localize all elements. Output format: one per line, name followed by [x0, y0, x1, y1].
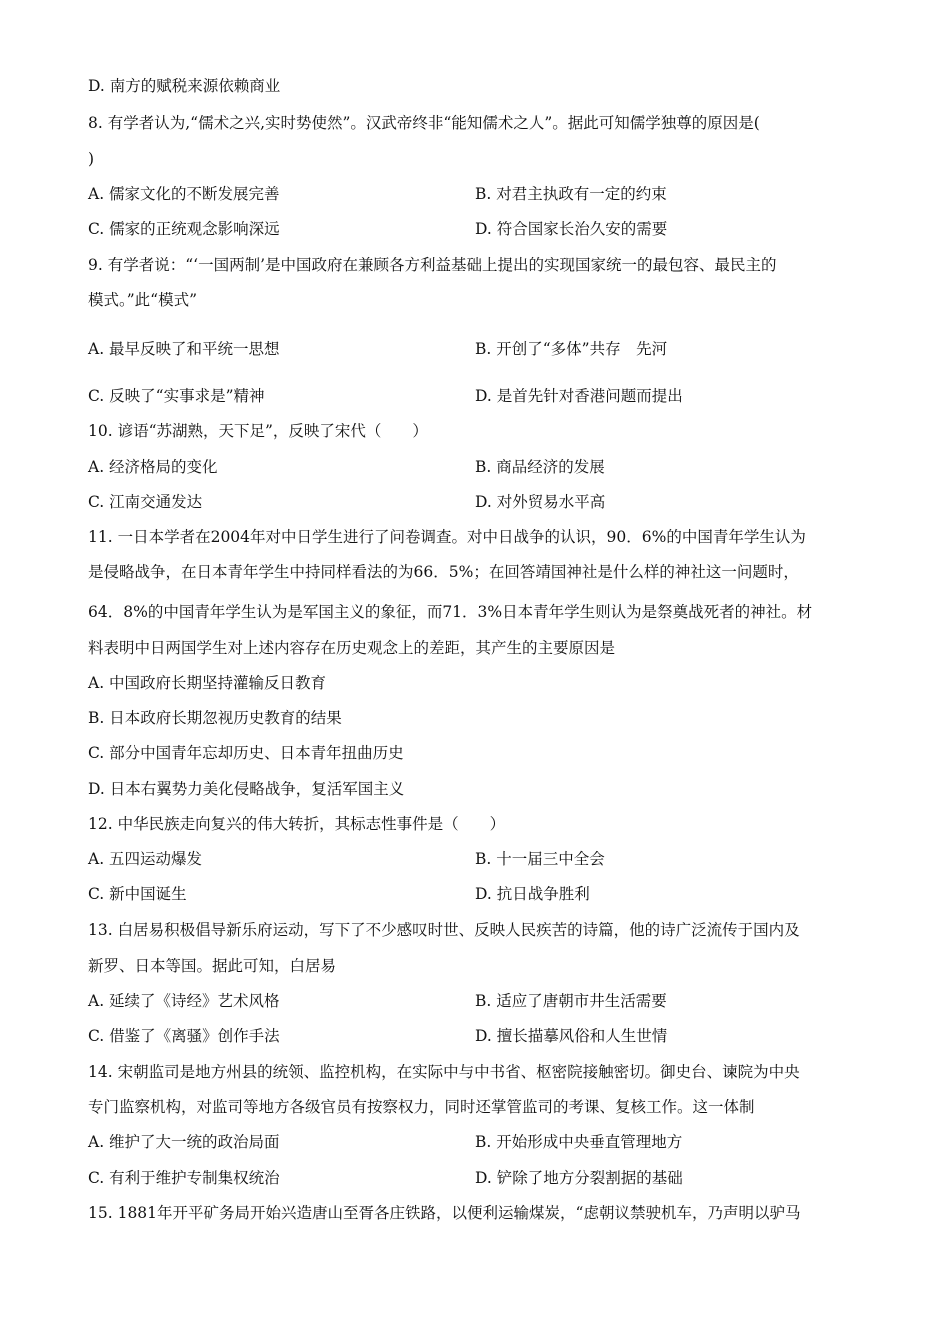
- q14-option-c: C. 有利于维护专制集权统治: [88, 1169, 280, 1187]
- q13-stem-cont: 新罗、日本等国。据此可知，白居易: [88, 957, 337, 975]
- q8-option-a: A. 儒家文化的不断发展完善: [88, 185, 280, 203]
- q15-stem: 15. 1881年开平矿务局开始兴造唐山至胥各庄铁路，以便利运输煤炭，“虑朝议禁驶机车，乃声明以驴马: [88, 1204, 801, 1222]
- q13-option-b: B. 适应了唐朝市井生活需要: [475, 992, 667, 1010]
- q14-option-a: A. 维护了大一统的政治局面: [88, 1133, 280, 1151]
- q13-stem: 13. 白居易积极倡导新乐府运动，写下了不少感叹时世、反映人民疾苦的诗篇，他的诗广泛流传于国内及: [88, 921, 800, 939]
- q14-stem-cont: 专门监察机构，对监司等地方各级官员有按察权力，同时还掌管监司的考课、复核工作。这一体制: [88, 1098, 755, 1116]
- q9-option-d: D. 是首先针对香港问题而提出: [475, 387, 683, 405]
- q8-option-b: B. 对君主执政有一定的约束: [475, 185, 667, 203]
- q14-stem: 14. 宋朝监司是地方州县的统领、监控机构，在实际中与中书省、枢密院接触密切。御史台、谏院为中央: [88, 1063, 800, 1081]
- q11-option-a: A. 中国政府长期坚持灌输反日教育: [88, 674, 327, 692]
- q8-option-d: D. 符合国家长治久安的需要: [475, 220, 668, 238]
- q9-stem-cont: 模式。”此“模式”: [88, 291, 198, 309]
- q11-stem-cont: 64．8%的中国青年学生认为是军国主义的象征，而71．3%日本青年学生则认为是祭奠战死者的神社。材: [88, 603, 813, 621]
- q12-stem: 12. 中华民族走向复兴的伟大转折，其标志性事件是（ ）: [88, 815, 506, 833]
- q12-option-d: D. 抗日战争胜利: [475, 885, 590, 903]
- q10-option-b: B. 商品经济的发展: [475, 458, 605, 476]
- q13-option-d: D. 擅长描摹风俗和人生世情: [475, 1027, 668, 1045]
- q8-stem: 8. 有学者认为,“儒术之兴,实时势使然”。汉武帝终非“能知儒术之人”。据此可知儒学独尊的原因是(: [88, 114, 760, 132]
- q14-option-b: B. 开始形成中央垂直管理地方: [475, 1133, 683, 1151]
- q11-option-d: D. 日本右翼势力美化侵略战争，复活军国主义: [88, 780, 405, 798]
- q14-option-d: D. 铲除了地方分裂割据的基础: [475, 1169, 683, 1187]
- q11-stem-cont: 是侵略战争，在日本青年学生中持同样看法的为66．5%；在回答靖国神社是什么样的神社这一问题时，: [88, 563, 799, 581]
- q12-option-c: C. 新中国诞生: [88, 885, 187, 903]
- q9-option-c: C. 反映了“实事求是”精神: [88, 387, 265, 405]
- q9-option-a: A. 最早反映了和平统一思想: [88, 340, 280, 358]
- q12-option-b: B. 十一届三中全会: [475, 850, 605, 868]
- q11-stem-cont: 料表明中日两国学生对上述内容存在历史观念上的差距，其产生的主要原因是: [88, 639, 616, 657]
- q10-option-c: C. 江南交通发达: [88, 493, 203, 511]
- q11-option-c: C. 部分中国青年忘却历史、日本青年扭曲历史: [88, 744, 404, 762]
- q7-option-d: D. 南方的赋税来源依赖商业: [88, 77, 281, 95]
- q8-option-c: C. 儒家的正统观念影响深远: [88, 220, 280, 238]
- q8-stem-cont: ): [88, 150, 95, 168]
- q10-option-d: D. 对外贸易水平高: [475, 493, 606, 511]
- q12-option-a: A. 五四运动爆发: [88, 850, 203, 868]
- q13-option-a: A. 延续了《诗经》艺术风格: [88, 992, 280, 1010]
- q10-stem: 10. 谚语“苏湖熟，天下足”，反映了宋代（ ）: [88, 422, 428, 440]
- q11-stem: 11. 一日本学者在2004年对中日学生进行了问卷调查。对中日战争的认识，90．6%的中国青年学生认为: [88, 528, 806, 546]
- q10-option-a: A. 经济格局的变化: [88, 458, 218, 476]
- q9-stem: 9. 有学者说：“‘一国两制’是中国政府在兼顾各方利益基础上提出的实现国家统一的最包容、最民主的: [88, 256, 777, 274]
- q11-option-b: B. 日本政府长期忽视历史教育的结果: [88, 709, 342, 727]
- q9-option-b: B. 开创了“多体”共存 先河: [475, 340, 668, 358]
- q13-option-c: C. 借鉴了《离骚》创作手法: [88, 1027, 280, 1045]
